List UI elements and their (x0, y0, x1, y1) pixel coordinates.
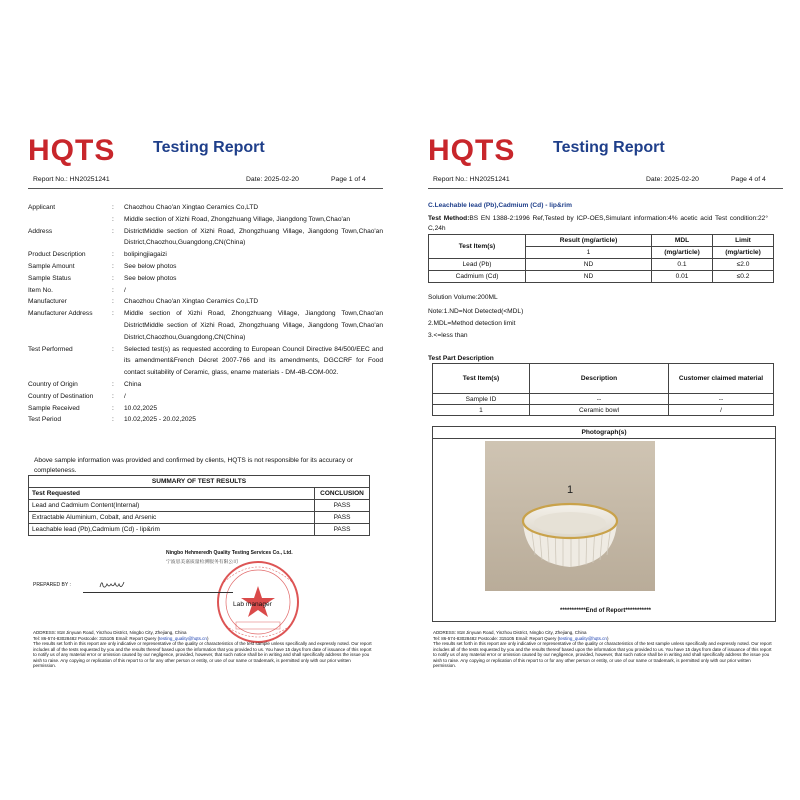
lab-company-name: Ningbo Hehmeredh Quality Testing Services Co., Ltd. (166, 550, 293, 556)
field-row (28, 344, 383, 379)
lab-company-name-cn: 宁波思美嘉质量检测服务有限公司 (166, 560, 238, 565)
photograph-title: Photograph(s) (433, 427, 775, 439)
col-part-desc: Description (530, 364, 669, 394)
summary-test: Leachable lead (Pb),Cadmium (Cd) - lip&rim (29, 524, 315, 536)
field-row (28, 391, 383, 403)
hqts-logo (428, 132, 523, 166)
field-value: DistrictMiddle section of Xizhi Road, Zhongzhuang Village, Jiangdong Town,Chao'an District,Chaozhou,Guangdong,CN(China) (124, 227, 383, 247)
field-value: 10.02,2025 (124, 404, 158, 412)
summary-table (28, 475, 370, 536)
field-colon: : (112, 298, 114, 306)
result-value: ND (526, 271, 652, 283)
field-row (28, 261, 383, 273)
field-label: Address (28, 227, 53, 235)
field-colon: : (112, 286, 114, 294)
sample-info-fields (28, 202, 383, 426)
part-table (432, 363, 774, 416)
field-colon: : (112, 380, 114, 388)
field-label: Sample Amount (28, 262, 75, 270)
field-colon: : (112, 251, 114, 259)
part-material: / (669, 405, 774, 416)
result-mdl: 0.1 (652, 259, 713, 271)
field-value: See below photos (124, 262, 177, 270)
field-row (28, 226, 383, 250)
field-label: Manufacturer (28, 298, 67, 306)
part-desc: Ceramic bowl (530, 405, 669, 416)
page-footer (433, 630, 773, 669)
table-row (429, 271, 774, 283)
divider (28, 188, 383, 189)
hqts-logo (28, 132, 123, 166)
field-label (28, 214, 112, 226)
field-row (28, 308, 383, 343)
report-header (428, 130, 783, 170)
field-colon: : (112, 204, 114, 211)
divider (428, 188, 783, 189)
footer-disclaimer: The results set forth in this report are only indicative or representative of the quality or characteristics of the test sample unless specifically and expressly noted. Our report includes all of the tests requested by you and the results thereof based upon the information that you provided to us. You have 15 days from date of issuance of this report to notify us of any material error or omission caused by our negligence, provided, however, that such notice shall be in writing and shall specifically address the issue you wish to raise. Any copying or replication of this report to or for any other person or entity, or use of our name or trademark, is permitted only with our prior written permission. (433, 641, 772, 668)
footer-tel-suffix: ) (606, 635, 609, 641)
part-section-title: Test Part Description (428, 355, 494, 362)
field-value: Middle section of Xizhi Road, Zhongzhuang Village, Jiangdong Town,Chao'an DistrictMiddle section of Xizhi Road, Zhongzhuang Village, Jiangdong Town,Chao'an District,Chaozhou,Guangdong,CN(China) (124, 310, 383, 341)
part-desc: -- (530, 394, 669, 405)
field-row (28, 414, 383, 426)
col-mdl-unit: (mg/article) (652, 247, 713, 259)
field-row (28, 273, 383, 285)
result-value: ND (526, 259, 652, 271)
footer-tel: Tel: 86-574-83028482 Postcode: 315105 Email: Report Query ( (33, 635, 160, 641)
report-header (28, 130, 383, 170)
field-row (28, 296, 383, 308)
col-limit: Limit (713, 235, 774, 247)
table-row (29, 512, 370, 524)
part-item: Sample ID (433, 394, 530, 405)
summary-test: Extractable Aluminium, Cobalt, and Arsenic (29, 512, 315, 524)
sample-col: 1 (526, 247, 652, 259)
field-value: Middle section of Xizhi Road, Zhongzhuang Village, Jiangdong Town,Chao'an (124, 215, 351, 223)
table-row (29, 524, 370, 536)
footer-tel-suffix: ) (206, 635, 209, 641)
report-date: Date: 2025-02-20 (246, 176, 299, 183)
part-material: -- (669, 394, 774, 405)
photograph-box (432, 426, 776, 622)
field-row (28, 202, 383, 214)
field-colon: : (112, 227, 114, 235)
field-value: Chaozhou Chao'an Xingtao Ceramics Co,LTD (124, 204, 259, 211)
signature-line (83, 592, 233, 593)
field-label: Item No. (28, 286, 53, 294)
field-colon: : (112, 345, 114, 353)
col-mdl: MDL (652, 235, 713, 247)
svg-text:HQTS: HQTS (428, 134, 516, 166)
table-row (429, 259, 774, 271)
field-label: Country of Origin (28, 380, 78, 388)
svg-text:HQTS: HQTS (28, 134, 116, 166)
report-number: Report No.: HN20251241 (33, 176, 110, 183)
summary-title: SUMMARY OF TEST RESULTS (29, 476, 370, 488)
field-label: Test Period (28, 416, 61, 424)
result-mdl: 0.01 (652, 271, 713, 283)
prepared-by-label: PREPARED BY : (33, 582, 71, 588)
note-line: 2.MDL=Method detection limit (428, 320, 516, 327)
field-colon: : (112, 262, 114, 270)
results-table (428, 234, 774, 283)
footer-tel: Tel: 86-574-83028482 Postcode: 315105 Email: Report Query ( (433, 635, 560, 641)
report-page-1 (28, 130, 383, 685)
lab-manager-label: Lab manager (233, 601, 272, 608)
note-line: 3.<=less than (428, 332, 468, 339)
report-title: Testing Report (553, 139, 665, 156)
field-colon: : (112, 215, 114, 223)
field-label: Test Performed (28, 345, 73, 353)
field-value: bolipingjiagaizi (124, 251, 167, 259)
field-colon: : (112, 404, 114, 412)
table-row (433, 405, 774, 416)
field-label: Country of Destination (28, 392, 94, 400)
field-row (28, 249, 383, 261)
field-colon: : (112, 310, 114, 318)
page-number: Page 4 of 4 (731, 176, 766, 183)
result-limit: ≤0.2 (713, 271, 774, 283)
field-value: Selected test(s) as requested according to European Council Directive 84/500/EEC and its amendment&French Décret 2007-766 and its amendments, DGCCRF for Food contact suitability of Ceramic, glass, ename materials - DM-4B-COM-002. (124, 345, 383, 377)
summary-result: PASS (315, 500, 370, 512)
field-label: Sample Received (28, 404, 80, 412)
table-row (433, 394, 774, 405)
solution-volume: Solution Volume:200ML (428, 294, 498, 301)
test-method-text: BS EN 1388-2:1996 Ref,Tested by ICP-OES,Simulant information:4% acetic acid Test condition:22° C,24h (428, 215, 768, 232)
end-of-report: ***********End of Report*********** (559, 608, 652, 614)
footer-disclaimer: The results set forth in this report are only indicative or representative of the quality or characteristics of the test sample unless specifically and expressly noted. Our report includes all of the tests requested by you and the results thereof based upon the information that you provided to us. You have 15 days from date of issuance of this report to notify us of any material error or omission caused by our negligence, provided, however, that such notice shall be in writing and shall specifically address the issue you wish to raise. Any copying or replication of this report to or for any other person or entity, or use of our name or trademark, is permitted only with our prior written permission. (33, 641, 372, 668)
field-colon: : (112, 392, 114, 400)
report-number: Report No.: HN20251241 (433, 176, 510, 183)
signature (98, 576, 126, 592)
report-title: Testing Report (153, 139, 265, 156)
table-row (29, 500, 370, 512)
email-link[interactable]: testing_quality@hqts.cn (559, 635, 607, 641)
field-row (28, 379, 383, 391)
result-limit: ≤2.0 (713, 259, 774, 271)
field-row (28, 214, 383, 226)
field-value: Chaozhou Chao'an Xingtao Ceramics Co,LTD (124, 298, 259, 306)
field-label: Applicant (28, 204, 56, 211)
summary-col-requested: Test Requested (29, 488, 315, 500)
col-part-item: Test Item(s) (433, 364, 530, 394)
field-label: Product Description (28, 251, 86, 259)
field-value: 10.02,2025 - 20.02,2025 (124, 416, 196, 424)
field-label: Manufacturer Address (28, 310, 93, 318)
field-value: / (124, 392, 126, 400)
photo-label: 1 (567, 484, 574, 496)
field-value: China (124, 380, 142, 388)
footer-address: ADDRESS: 818 Jinyuan Road, Yinzhou District, Ningbo City, Zhejiang, China (33, 630, 187, 635)
part-item: 1 (433, 405, 530, 416)
summary-col-conclusion: CONCLUSION (315, 488, 370, 500)
field-label: Sample Status (28, 274, 71, 282)
field-colon: : (112, 416, 114, 424)
summary-result: PASS (315, 512, 370, 524)
note-line: Note:1.ND=Not Detected(<MDL) (428, 308, 524, 315)
field-value: See below photos (124, 274, 177, 282)
field-value: / (124, 286, 126, 294)
test-method (428, 214, 768, 234)
test-method-label: Test Method: (428, 215, 470, 222)
email-link[interactable]: testing_quality@hqts.cn (159, 635, 207, 641)
field-row (28, 285, 383, 297)
report-page-4 (428, 130, 783, 685)
col-part-material: Customer claimed material (669, 364, 774, 394)
section-title: C.Leachable lead (Pb),Cadmium (Cd) - lip&rim (428, 202, 572, 209)
summary-result: PASS (315, 524, 370, 536)
summary-test: Lead and Cadmium Content(Internal) (29, 500, 315, 512)
page-number: Page 1 of 4 (331, 176, 366, 183)
result-item: Cadmium (Cd) (429, 271, 526, 283)
result-item: Lead (Pb) (429, 259, 526, 271)
field-colon: : (112, 274, 114, 282)
confirm-note: Above sample information was provided and confirmed by clients, HQTS is not responsible for its accuracy or completeness. (34, 457, 353, 474)
page-footer (33, 630, 373, 669)
field-row (28, 403, 383, 415)
ceramic-bowl-photo (485, 441, 655, 591)
report-date: Date: 2025-02-20 (646, 176, 699, 183)
col-result: Result (mg/article) (526, 235, 652, 247)
col-limit-unit: (mg/article) (713, 247, 774, 259)
col-test-item: Test Item(s) (429, 235, 526, 259)
footer-address: ADDRESS: 818 Jinyuan Road, Yinzhou District, Ningbo City, Zhejiang, China (433, 630, 587, 635)
